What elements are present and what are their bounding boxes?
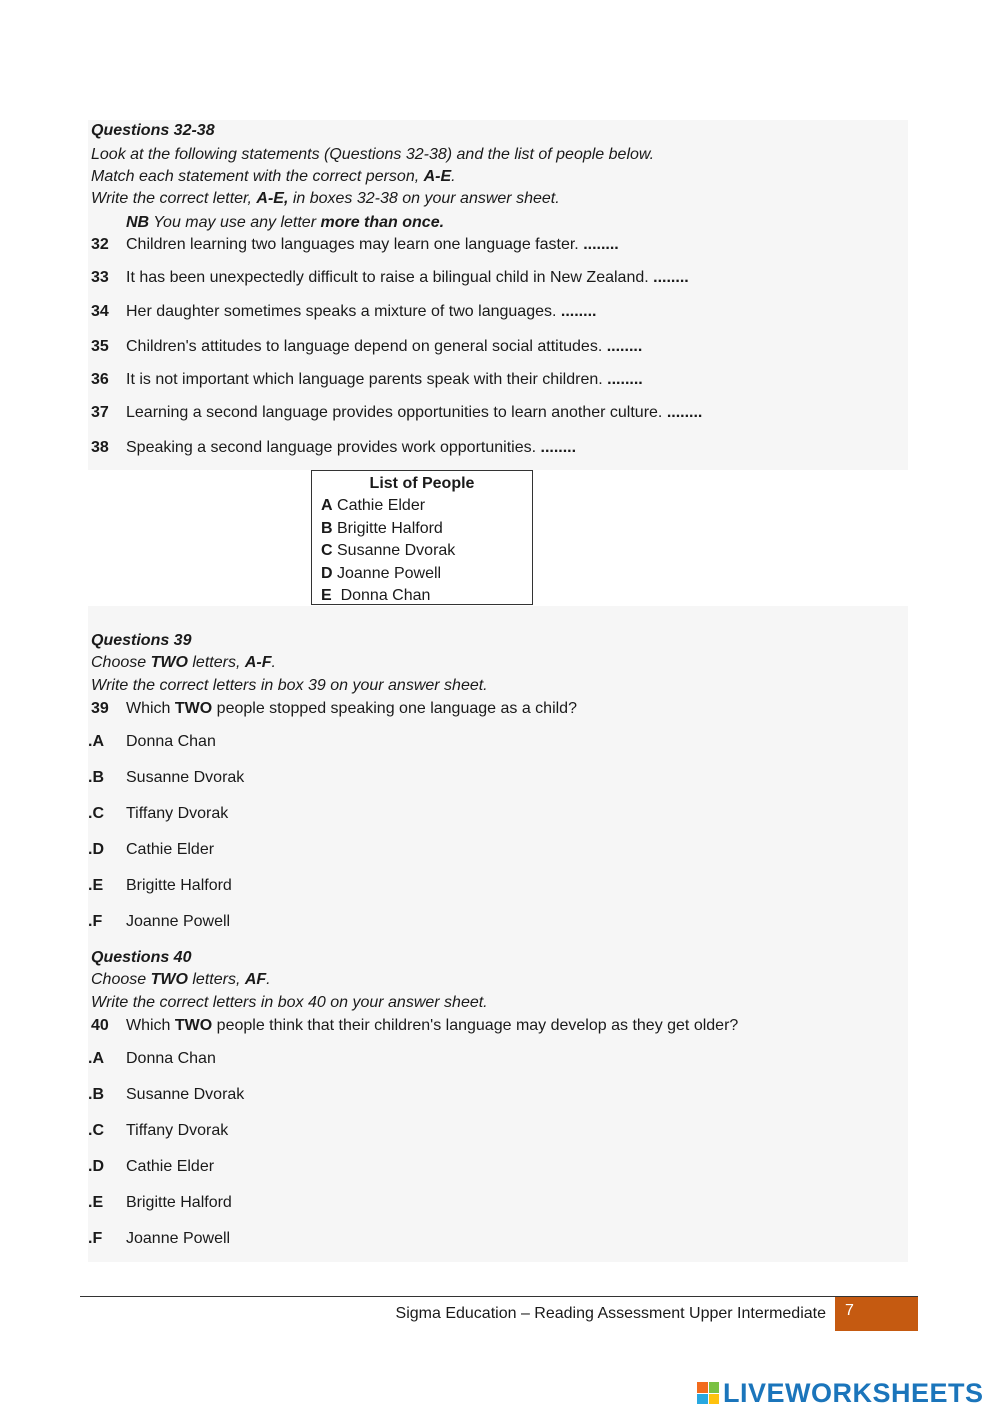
question-text: It has been unexpectedly difficult to raise a bilingual child in New Zealand. ........ <box>126 269 689 286</box>
question-number: 33 <box>91 269 109 286</box>
option-text[interactable]: Tiffany Dvorak <box>126 1122 229 1139</box>
option-text[interactable]: Joanne Powell <box>126 1230 231 1247</box>
answer-blank[interactable]: ........ <box>540 439 577 456</box>
answer-blank[interactable]: ........ <box>583 236 619 253</box>
option-letter[interactable]: .D <box>88 841 104 858</box>
question-number: 36 <box>91 371 109 388</box>
question-number: 32 <box>91 236 109 253</box>
liveworksheets-logo-icon <box>697 1382 719 1404</box>
instruction-line-1: Choose TWO letters, A-F. <box>91 654 276 671</box>
option-letter[interactable]: .B <box>88 769 104 786</box>
option-letter[interactable]: .B <box>88 1086 104 1103</box>
question-number: 39 <box>91 700 109 717</box>
option-letter[interactable]: .C <box>88 1122 104 1139</box>
option-letter[interactable]: .C <box>88 805 104 822</box>
instruction-line-2: Write the correct letters in box 40 on your answer sheet. <box>91 994 488 1011</box>
option-letter[interactable]: .A <box>88 1050 104 1067</box>
question-text: It is not important which language parents speak with their children. ........ <box>126 371 643 388</box>
option-text[interactable]: Cathie Elder <box>126 1158 215 1175</box>
option-letter[interactable]: .E <box>88 1194 104 1211</box>
question-number: 34 <box>91 303 109 320</box>
option-letter[interactable]: .A <box>88 733 104 750</box>
answer-blank[interactable]: ........ <box>560 303 597 320</box>
question-text: Children's attitudes to language depend on general social attitudes. ........ <box>126 338 643 355</box>
answer-blank[interactable]: ........ <box>606 338 643 355</box>
question-number: 37 <box>91 404 109 421</box>
list-item: D Joanne Powell <box>321 564 442 582</box>
question-text: Children learning two languages may learn one language faster. ........ <box>126 236 619 253</box>
page-number: 7 <box>835 1297 918 1331</box>
option-text[interactable]: Donna Chan <box>126 1050 216 1067</box>
section-heading-39: Questions 39 <box>91 632 192 649</box>
answer-blank[interactable]: ........ <box>653 269 689 286</box>
logo-text: LIVEWORKSHEETS <box>723 1377 984 1408</box>
option-text[interactable]: Brigitte Halford <box>126 1194 232 1211</box>
option-text[interactable]: Cathie Elder <box>126 841 215 858</box>
list-of-people-box <box>311 470 533 605</box>
list-item: B Brigitte Halford <box>321 519 443 537</box>
question-text: Speaking a second language provides work opportunities. ........ <box>126 439 577 456</box>
footer-divider <box>80 1296 918 1297</box>
section-heading-40: Questions 40 <box>91 949 192 966</box>
answer-blank[interactable]: ........ <box>607 371 643 388</box>
question-text: Her daughter sometimes speaks a mixture of two languages. ........ <box>126 303 597 320</box>
option-letter[interactable]: .D <box>88 1158 104 1175</box>
list-item: C Susanne Dvorak <box>321 542 456 559</box>
instruction-line-3: Write the correct letter, A-E, in boxes 32-38 on your answer sheet. <box>91 190 560 207</box>
option-text[interactable]: Susanne Dvorak <box>126 769 245 786</box>
section-heading-32-38: Questions 32-38 <box>91 122 215 139</box>
list-of-people-title: List of People <box>369 475 475 492</box>
option-letter[interactable]: .E <box>88 877 104 894</box>
question-text: Which TWO people think that their children's language may develop as they get older? <box>126 1017 739 1034</box>
option-text[interactable]: Tiffany Dvorak <box>126 805 229 822</box>
list-item: E Donna Chan <box>321 587 431 604</box>
instruction-line-2: Match each statement with the correct person, A-E. <box>91 168 456 185</box>
liveworksheets-logo[interactable] <box>697 1378 984 1408</box>
question-number: 40 <box>91 1017 109 1034</box>
question-number: 38 <box>91 439 109 456</box>
question-number: 35 <box>91 338 109 355</box>
instruction-line-1: Choose TWO letters, AF. <box>91 971 271 988</box>
footer-text: Sigma Education – Reading Assessment Upper Intermediate <box>395 1305 826 1322</box>
instruction-line-1: Look at the following statements (Questions 32-38) and the list of people below. <box>91 146 655 163</box>
question-text: Which TWO people stopped speaking one language as a child? <box>126 700 577 717</box>
option-text[interactable]: Joanne Powell <box>126 913 231 930</box>
list-item: A Cathie Elder <box>321 497 426 514</box>
option-letter[interactable]: .F <box>88 913 103 930</box>
option-text[interactable]: Brigitte Halford <box>126 877 232 894</box>
nb-note: NB You may use any letter more than once. <box>126 214 445 231</box>
instruction-line-2: Write the correct letters in box 39 on your answer sheet. <box>91 677 488 694</box>
option-text[interactable]: Donna Chan <box>126 733 216 750</box>
question-text: Learning a second language provides opportunities to learn another culture. ........ <box>126 404 703 421</box>
answer-blank[interactable]: ........ <box>666 404 703 421</box>
option-text[interactable]: Susanne Dvorak <box>126 1086 245 1103</box>
option-letter[interactable]: .F <box>88 1230 103 1247</box>
